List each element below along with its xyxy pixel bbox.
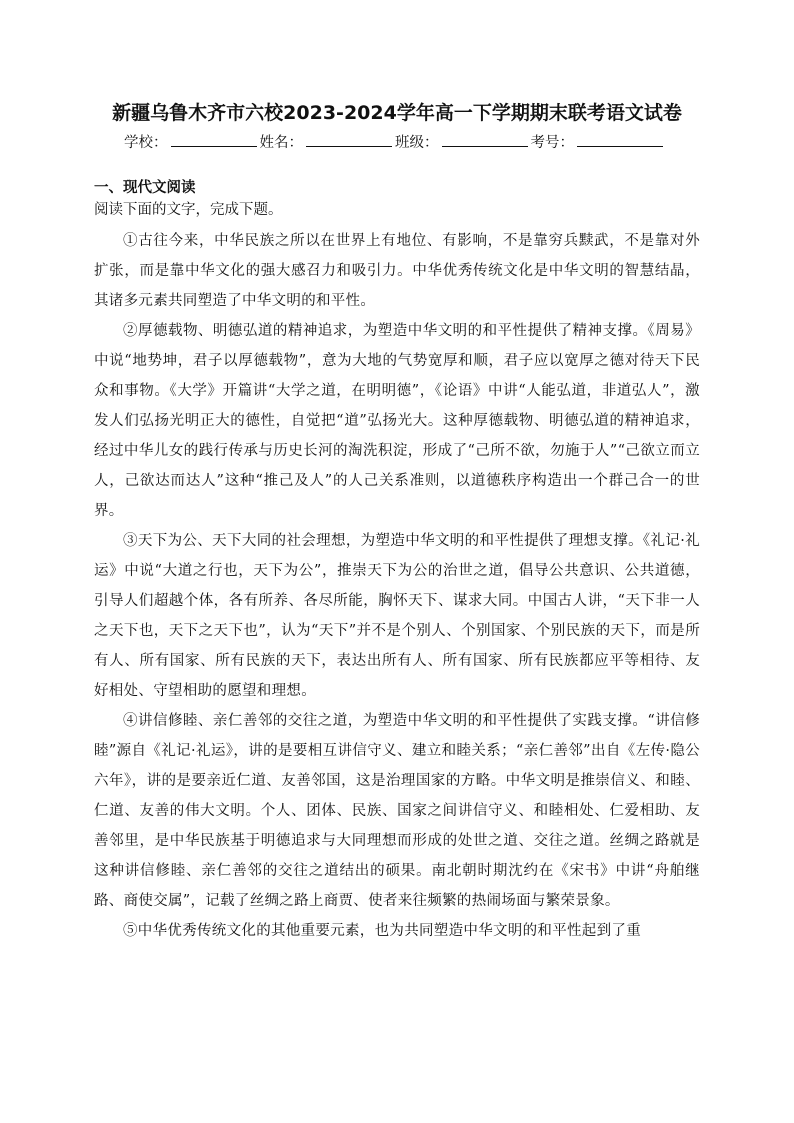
class-blank <box>442 132 528 147</box>
school-blank <box>171 132 257 147</box>
exam-number-blank <box>577 132 663 147</box>
school-label: 学校： <box>124 135 168 151</box>
student-info-line <box>94 132 700 154</box>
class-label: 班级： <box>395 135 439 151</box>
exam-number-label: 考号： <box>530 135 574 151</box>
name-label: 姓名： <box>259 135 303 151</box>
paragraph-4: ④讲信修睦、亲仁善邻的交往之道，为塑造中华文明的和平性提供了实践支撑。“讲信修睦”源自《礼记·礼运》，讲的是要相互讲信守义、建立和睦关系；“亲仁善邻”出自《左传·隐公六年》，讲的是要亲近仁道、友善邻国，这是治理国家的方略。中华文明是推崇信义、和睦、仁道、友善的伟大文明。个人、团体、民族、国家之间讲信守义、和睦相处、仁爱相助、友善邻里，是中华民族基于明德追求与大同理想而形成的处世之道、交往之道。丝绸之路就是这种讲信修睦、亲仁善邻的交往之道结出的硕果。南北朝时期沈约在《宋书》中讲“舟舶继路、商使交属”，记载了丝绸之路上商贾、使者来往频繁的热闹场面与繁荣景象。 <box>94 713 700 909</box>
name-blank <box>306 132 392 147</box>
reading-instruction: 阅读下面的文字，完成下题。 <box>94 202 283 218</box>
paragraph-2: ②厚德载物、明德弘道的精神追求，为塑造中华文明的和平性提供了精神支撑。《周易》中说“地势坤，君子以厚德载物”，意为大地的气势宽厚和顺，君子应以宽厚之德对待天下民众和事物。《大学》开篇讲“大学之道，在明明德”，《论语》中讲“人能弘道，非道弘人”，激发人们弘扬光明正大的德性，自觉把“道”弘扬光大。这种厚德载物、明德弘道的精神追求，经过中华儿女的践行传承与历史长河的淘洗积淀，形成了“己所不欲，勿施于人”“己欲立而立人，己欲达而达人”这种“推己及人”的人己关系准则，以道德秩序构造出一个群己合一的世界。 <box>94 323 700 519</box>
exam-title: 新疆乌鲁木齐市六校2023-2024学年高一下学期期末联考语文试卷 <box>112 102 682 124</box>
paragraph-5: ⑤中华优秀传统文化的其他重要元素，也为共同塑造中华文明的和平性起到了重 <box>123 923 641 939</box>
paragraph-1: ①古往今来，中华民族之所以在世界上有地位、有影响，不是靠穷兵黩武，不是靠对外扩张，而是靠中华文化的强大感召力和吸引力。中华优秀传统文化是中华文明的智慧结晶，其诸多元素共同塑造了中华文明的和平性。 <box>94 233 700 309</box>
section-heading: 一、现代文阅读 <box>94 180 196 196</box>
exam-page <box>94 96 700 946</box>
paragraph-3: ③天下为公、天下大同的社会理想，为塑造中华文明的和平性提供了理想支撑。《礼记·礼运》中说“大道之行也，天下为公”，推崇天下为公的治世之道，倡导公共意识、公共道德，引导人们超越个体，各有所养、各尽所能，胸怀天下、谋求大同。中国古人讲，“天下非一人之天下也，天下之天下也”，认为“天下”并不是个别人、个别国家、个别民族的天下，而是所有人、所有国家、所有民族的天下，表达出所有人、所有国家、所有民族都应平等相待、友好相处、守望相助的愿望和理想。 <box>94 533 700 699</box>
